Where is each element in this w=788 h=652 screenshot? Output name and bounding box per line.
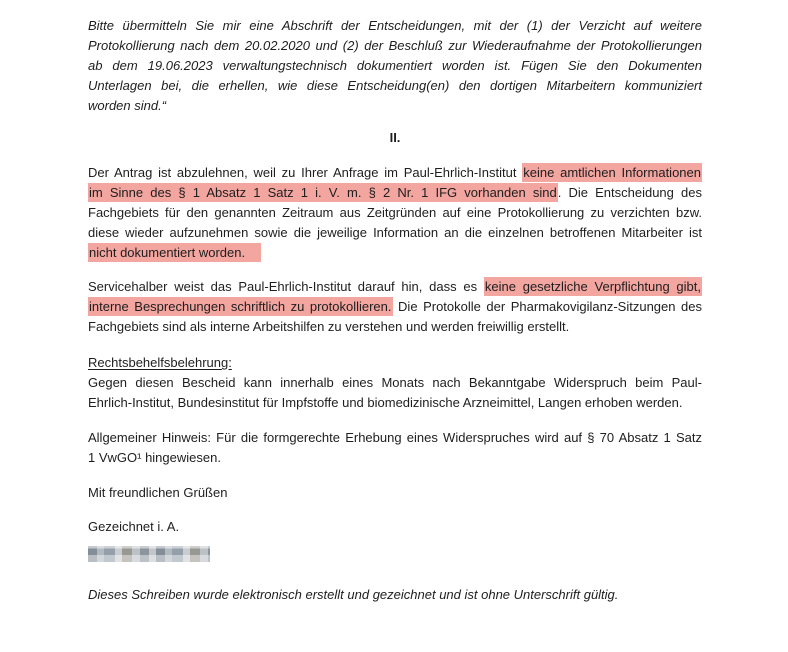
highlighted-text: im Sinne des § 1 Absatz 1 Satz 1 i. V. m. § 2 Nr. 1 IFG vorhanden sind [89, 185, 557, 200]
text-segment: Dieses Schreiben wurde elektronisch erstellt und gezeichnet und ist ohne Unterschrift gültig. [88, 587, 619, 602]
signature-redaction [88, 546, 702, 562]
electronic-note-paragraph [88, 585, 702, 605]
text-segment: Fachgebiets für den genannten Zeitraum aus Zeitgründen auf eine Protokollierung zu verzichten bzw. [88, 205, 702, 220]
text-line [88, 483, 702, 503]
text-line [88, 277, 702, 297]
text-segment: 1 VwGO¹ hingewiesen. [88, 450, 221, 465]
text-segment: Servicehalber weist das Paul-Ehrlich-Institut darauf hin, dass es [88, 279, 484, 294]
document-body [88, 16, 702, 605]
highlighted-text: nicht dokumentiert worden. [88, 243, 261, 262]
text-segment: Fachgebiets sind als interne Arbeitshilfen zu verstehen und werden freiwillig erstellt. [88, 319, 570, 334]
signed-line [88, 517, 702, 537]
text-segment: Protokollierung nach dem 20.02.2020 und (2) der Beschluß zur Wiederaufnahme der Protokollierungen [88, 38, 702, 53]
text-line [88, 393, 702, 413]
general-note-paragraph [88, 428, 702, 468]
redacted-signature-name [88, 546, 210, 562]
service-note-paragraph [88, 277, 702, 337]
text-segment: Ehrlich-Institut, Bundesinstitut für Impfstoffe und biomedizinische Arzneimittel, Langen erhoben werden. [88, 395, 683, 410]
text-line [88, 223, 702, 243]
text-segment: Der Antrag ist abzulehnen, weil zu Ihrer Anfrage im Paul-Ehrlich-Institut [88, 165, 523, 180]
text-line [88, 448, 702, 468]
text-line [88, 76, 702, 96]
text-segment: Unterlagen bei, die erhellen, wie diese Entscheidung(en) den dortigen Mitarbeitern kommuniziert [88, 78, 702, 93]
text-line [88, 128, 702, 148]
highlighted-text: interne Besprechungen schriftlich zu protokollieren. [89, 299, 392, 314]
highlighted-text: keine gesetzliche Verpflichtung gibt, [484, 279, 702, 294]
text-line [88, 243, 702, 263]
text-line [88, 163, 702, 183]
text-line [88, 16, 702, 36]
text-segment: ab dem 19.06.2023 verwaltungstechnisch dokumentiert worden ist. Fügen Sie den Dokumenten [88, 58, 702, 73]
text-line [88, 585, 702, 605]
text-line [88, 517, 702, 537]
text-line [88, 297, 702, 317]
underlined-heading-text: Rechtsbehelfsbelehrung: [88, 355, 232, 370]
text-segment: II. [389, 130, 401, 145]
text-line [88, 203, 702, 223]
text-line [88, 353, 702, 373]
text-line [88, 183, 702, 203]
text-segment: Gegen diesen Bescheid kann innerhalb eines Monats nach Bekanntgabe Widerspruch beim Paul- [88, 375, 702, 390]
text-line [88, 317, 702, 337]
text-segment: Allgemeiner Hinweis: Für die formgerechte Erhebung eines Widerspruches wird auf § 70 Absatz 1 Satz [88, 430, 702, 445]
text-line [88, 428, 702, 448]
text-segment: Bitte übermitteln Sie mir eine Abschrift der Entscheidungen, mit der (1) der Verzicht auf weitere [88, 18, 702, 33]
text-segment: Gezeichnet i. A. [88, 519, 180, 534]
text-segment: diese wieder aufzunehmen sowie die jeweilige Information an die einzelnen betroffenen Mitarbeiter ist [88, 225, 702, 240]
closing-salutation [88, 483, 702, 503]
highlighted-text: keine amtlichen Informationen [523, 165, 701, 180]
text-segment: Die Protokolle der Pharmakovigilanz-Sitzungen des [392, 299, 702, 314]
text-line [88, 56, 702, 76]
text-segment: . Die Entscheidung des [557, 185, 702, 200]
decision-paragraph [88, 163, 702, 263]
text-segment: worden sind.“ [88, 98, 167, 113]
section-heading [88, 128, 702, 148]
text-line [88, 373, 702, 393]
quoted-request-paragraph [88, 16, 702, 116]
text-segment: Mit freundlichen Grüßen [88, 485, 228, 500]
appeal-instruction [88, 353, 702, 413]
text-line [88, 36, 702, 56]
text-line [88, 96, 702, 116]
